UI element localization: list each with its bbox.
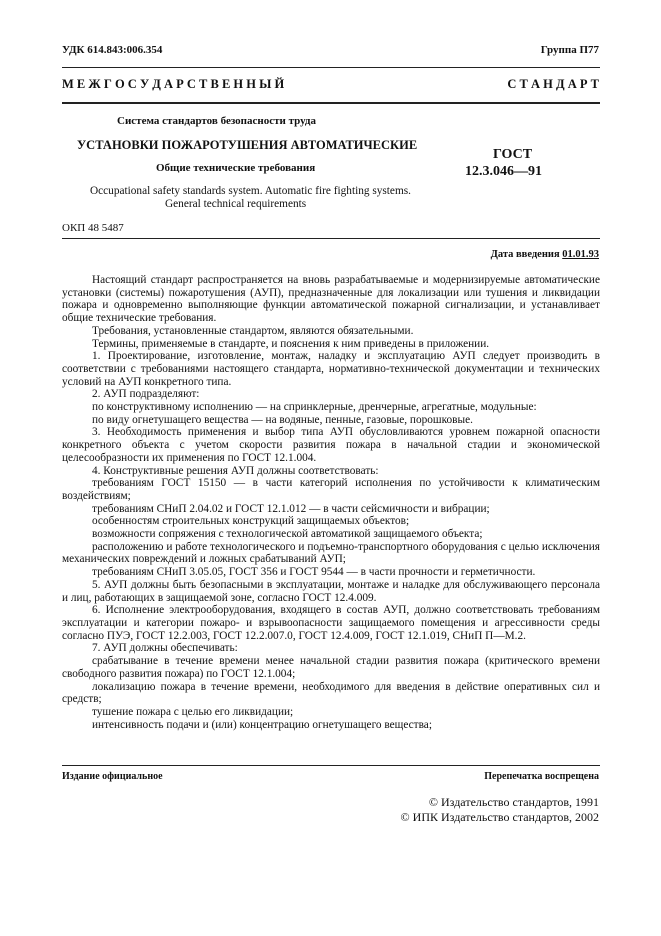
group-code: Группа П77 — [540, 44, 599, 56]
banner-standard: С Т А Н Д А Р Т — [507, 77, 599, 91]
list-item: расположению и работе технологического и подъемно-транспортного оборудования с целью исключения механических повреждений и ложных срабатываний АУП; — [62, 540, 600, 566]
english-title-line2: General technical requirements — [165, 198, 307, 210]
footer-official-edition: Издание официальное — [62, 771, 163, 782]
clause-4: 4. Конструктивные решения АУП должны соответствовать: — [92, 464, 379, 477]
clause-1: 1. Проектирование, изготовление, монтаж, наладку и эксплуатацию АУП следует производить в соответствии с требованиями настоящего стандарта, нормативно-технической документации и технических условий на АУП конкретного типа. — [62, 350, 600, 388]
clause-5: 5. АУП должны быть безопасными в эксплуатации, монтаже и наладке для обслуживающего персонала и лиц, работающих в защищаемой зоне, согласно ГОСТ 12.4.009. — [62, 578, 600, 604]
list-item: по конструктивному исполнению — на спринклерные, дренчерные, агрегатные, модульные: — [92, 401, 537, 414]
english-title-line1: Occupational safety standards system. Automatic fire fighting systems. — [90, 185, 411, 197]
footer-rule — [62, 765, 600, 766]
copyright-2002: © ИПК Издательство стандартов, 2002 — [400, 810, 599, 824]
list-item: по виду огнетушащего вещества — на водяные, пенные, газовые, порошковые. — [92, 413, 473, 426]
list-item: особенностям строительных конструкций защищаемых объектов; — [92, 515, 410, 528]
clause-7: 7. АУП должны обеспечивать: — [92, 642, 238, 655]
paragraph: Термины, применяемые в стандарте, и пояснения к ним приведены в приложении. — [92, 337, 490, 350]
body-text — [62, 274, 600, 731]
intro-date-label: Дата введения — [490, 249, 560, 260]
gost-number: 12.3.046—91 — [465, 164, 542, 179]
clause-2: 2. АУП подразделяют: — [92, 388, 200, 401]
system-title: Система стандартов безопасности труда — [117, 115, 316, 127]
gost-label: ГОСТ — [493, 147, 533, 162]
document-title: УСТАНОВКИ ПОЖАРОТУШЕНИЯ АВТОМАТИЧЕСКИЕ — [77, 138, 418, 152]
okp-code: ОКП 48 5487 — [62, 222, 124, 234]
document-subtitle: Общие технические требования — [156, 162, 316, 174]
list-item: локализацию пожара в течение времени, необходимого для введения в действие оперативных сил и средств; — [62, 680, 600, 706]
list-item: срабатывание в течение времени менее начальной стадии развития пожара (критического времени свободного развития пожара) по ГОСТ 12.1.004; — [62, 655, 600, 680]
clause-3: 3. Необходимость применения и выбор типа АУП обусловливаются уровнем пожарной опасности конкретного объекта с учетом скорости развития пожара в начальной стадии и экономической целесообразности их применения по ГОСТ 12.1.004. — [62, 426, 600, 464]
list-item: требованиям ГОСТ 15150 — в части категорий исполнения по устойчивости к климатическим воздействиям; — [62, 477, 600, 502]
list-item: требованиям СНиП 2.04.02 и ГОСТ 12.1.012 — в части сейсмичности и вибрации; — [92, 502, 490, 515]
list-item: возможности сопряжения с технологической автоматикой защищаемого объекта; — [92, 528, 483, 541]
intro-date — [491, 249, 599, 260]
list-item: интенсивность подачи и (или) концентрацию огнетушащего вещества; — [92, 718, 432, 731]
paragraph: Требования, установленные стандартом, являются обязательными. — [92, 324, 414, 337]
udk-code: УДК 614.843:006.354 — [62, 44, 163, 56]
copyright-1991: © Издательство стандартов, 1991 — [428, 795, 599, 809]
list-item: тушение пожара с целью его ликвидации; — [92, 705, 294, 718]
footer-reprint-prohibited: Перепечатка воспрещена — [484, 771, 599, 782]
banner-interstate: М Е Ж Г О С У Д А Р С Т В Е Н Н Ы Й — [62, 77, 285, 91]
paragraph: Настоящий стандарт распространяется на вновь разрабатываемые и модернизируемые автоматические установки (системы) пожаротушения (АУП), предназначенные для локализации или тушения и ликвидации пожара и одновременно выполняющие функции автоматической пожарной сигнализации, и устанавливает общие технические требования. — [62, 274, 600, 325]
list-item: требованиям СНиП 3.05.05, ГОСТ 356 и ГОСТ 9544 — в части прочности и герметичности. — [92, 566, 536, 579]
clause-6: 6. Исполнение электрооборудования, входящего в состав АУП, должно соответствовать требованиям эксплуатации и категории пожаро- и взрывоопасности защищаемого помещения и агрессивности среды согласно ПУЭ, ГОСТ 12.2.003, ГОСТ 12.2.007.0, ГОСТ 12.4.009, ГОСТ 12.1.019, СНиП П—М.2. — [62, 604, 600, 642]
okp-rule — [62, 238, 600, 239]
intro-date-value: 01.01.93 — [562, 249, 599, 260]
banner-rule — [62, 102, 600, 104]
top-rule — [62, 67, 600, 68]
